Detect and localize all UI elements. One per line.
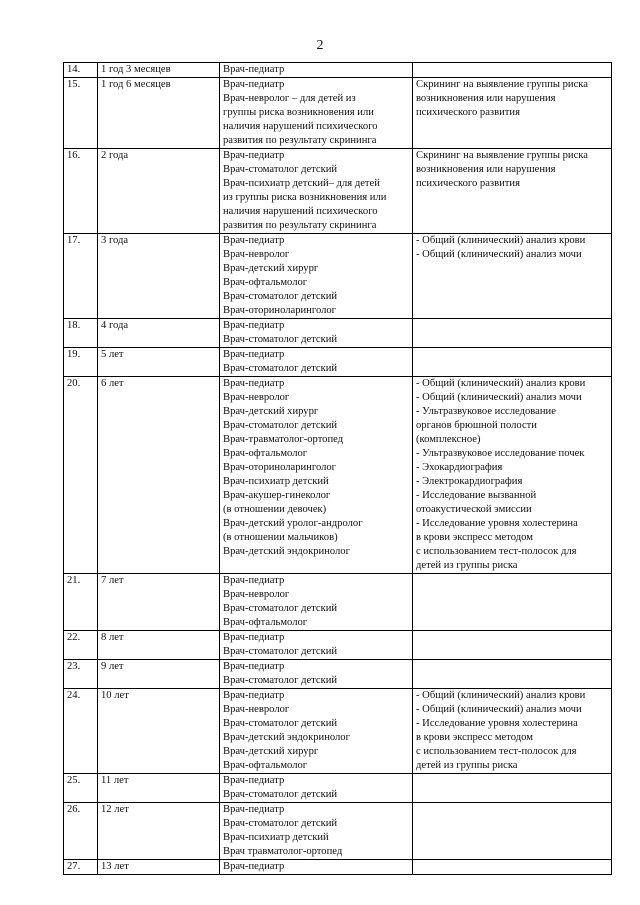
doctors-cell-line: Врач-оториноларинголог <box>223 305 337 316</box>
doctors-cell-line: Врач-педиатр <box>223 378 285 389</box>
doctors-cell <box>220 689 413 774</box>
age-cell: 3 года <box>98 234 220 319</box>
examinations-cell-line: отоакустической эмиссии <box>416 504 532 515</box>
table-row <box>64 319 612 348</box>
examinations-cell-line: - Общий (клинический) анализ мочи <box>416 704 582 715</box>
doctors-cell-line: (в отношении девочек) <box>223 504 327 515</box>
doctors-cell-line: Врач-стоматолог детский <box>223 363 338 374</box>
age-cell: 6 лет <box>98 377 220 574</box>
doctors-cell-line: Врач-невролог <box>223 249 290 260</box>
examinations-cell-line: - Ультразвуковое исследование почек <box>416 448 585 459</box>
examinations-cell <box>413 234 612 319</box>
doctors-cell-line: Врач-детский эндокринолог <box>223 732 350 743</box>
doctors-cell-line: Врач-психиатр детский <box>223 476 329 487</box>
examinations-cell-line: - Эхокардиография <box>416 462 503 473</box>
doctors-cell-line: (в отношении мальчиков) <box>223 532 338 543</box>
doctors-cell-line: Врач-педиатр <box>223 349 285 360</box>
table-row <box>64 803 612 860</box>
doctors-cell <box>220 319 413 348</box>
doctors-cell-line: Врач-невролог <box>223 589 290 600</box>
examinations-cell-line: в крови экспресс методом <box>416 732 533 743</box>
examinations-cell <box>413 149 612 234</box>
row-number: 22. <box>64 631 98 660</box>
examinations-cell-line: - Электрокардиография <box>416 476 523 487</box>
examinations-cell-line: детей из группы риска <box>416 560 518 571</box>
doctors-cell-line: Врач-педиатр <box>223 690 285 701</box>
examinations-cell <box>413 660 612 689</box>
doctors-cell-line: Врач-стоматолог детский <box>223 334 338 345</box>
age-cell: 13 лет <box>98 860 220 875</box>
table-row <box>64 234 612 319</box>
doctors-cell <box>220 78 413 149</box>
doctors-cell-line: Врач-стоматолог детский <box>223 789 338 800</box>
doctors-cell-line: развития по результату скрининга <box>223 220 377 231</box>
table-row <box>64 689 612 774</box>
examinations-cell-line: в крови экспресс методом <box>416 532 533 543</box>
doctors-cell-line: Врач-невролог <box>223 392 290 403</box>
examinations-cell <box>413 63 612 78</box>
examinations-cell-line: - Общий (клинический) анализ мочи <box>416 392 582 403</box>
age-cell: 11 лет <box>98 774 220 803</box>
age-cell: 2 года <box>98 149 220 234</box>
examinations-cell <box>413 348 612 377</box>
doctors-cell-line: Врач-педиатр <box>223 804 285 815</box>
doctors-cell-line: Врач-офтальмолог <box>223 277 308 288</box>
examinations-cell <box>413 803 612 860</box>
doctors-cell-line: Врач-педиатр <box>223 79 285 90</box>
doctors-cell <box>220 574 413 631</box>
row-number: 18. <box>64 319 98 348</box>
doctors-cell <box>220 631 413 660</box>
doctors-cell-line: Врач-психиатр детский <box>223 832 329 843</box>
doctors-cell-line: Врач-офтальмолог <box>223 448 308 459</box>
examinations-cell-line: психического развития <box>416 107 520 118</box>
examinations-cell-line: - Общий (клинический) анализ крови <box>416 690 586 701</box>
doctors-cell-line: Врач-педиатр <box>223 575 285 586</box>
examinations-cell-line: - Ультразвуковое исследование <box>416 406 556 417</box>
doctors-cell-line: Врач-педиатр <box>223 235 285 246</box>
examinations-cell-line: - Исследование уровня холестерина <box>416 718 578 729</box>
examinations-cell-line: Скрининг на выявление группы риска <box>416 79 588 90</box>
row-number: 21. <box>64 574 98 631</box>
doctors-cell <box>220 660 413 689</box>
doctors-cell-line: Врач-стоматолог детский <box>223 675 338 686</box>
doctors-cell <box>220 774 413 803</box>
doctors-cell-line: Врач-детский хирург <box>223 263 319 274</box>
age-cell: 4 года <box>98 319 220 348</box>
table-row <box>64 63 612 78</box>
table-row <box>64 78 612 149</box>
table-row <box>64 860 612 875</box>
doctors-cell-line: Врач-педиатр <box>223 861 285 872</box>
age-cell: 7 лет <box>98 574 220 631</box>
age-cell: 8 лет <box>98 631 220 660</box>
doctors-cell <box>220 149 413 234</box>
age-cell: 9 лет <box>98 660 220 689</box>
doctors-cell-line: Врач-психиатр детский– для детей <box>223 178 380 189</box>
age-cell: 5 лет <box>98 348 220 377</box>
doctors-cell-line: Врач-педиатр <box>223 150 285 161</box>
doctors-cell-line: Врач травматолог-ортопед <box>223 846 343 857</box>
doctors-cell-line: Врач-детский хирург <box>223 746 319 757</box>
doctors-cell-line: из группы риска возникновения или <box>223 192 387 203</box>
doctors-cell <box>220 803 413 860</box>
doctors-cell-line: Врач-детский уролог-андролог <box>223 518 363 529</box>
row-number: 25. <box>64 774 98 803</box>
doctors-cell-line: Врач-детский эндокринолог <box>223 546 350 557</box>
examinations-cell-line: возникновения или нарушения <box>416 93 556 104</box>
examinations-cell-line: с использованием тест-полосок для <box>416 746 577 757</box>
table-row <box>64 774 612 803</box>
examinations-cell <box>413 774 612 803</box>
doctors-cell-line: Врач-стоматолог детский <box>223 420 338 431</box>
row-number: 15. <box>64 78 98 149</box>
doctors-cell-line: Врач-офтальмолог <box>223 617 308 628</box>
doctors-cell-line: Врач-оториноларинголог <box>223 462 337 473</box>
doctors-cell-line: Врач-стоматолог детский <box>223 646 338 657</box>
examinations-cell <box>413 689 612 774</box>
table-row <box>64 377 612 574</box>
examinations-cell-line: возникновения или нарушения <box>416 164 556 175</box>
page-number: 2 <box>316 38 324 53</box>
row-number: 20. <box>64 377 98 574</box>
doctors-cell-line: Врач-педиатр <box>223 661 285 672</box>
doctors-cell-line: Врач-стоматолог детский <box>223 718 338 729</box>
doctors-cell-line: Врач-невролог – для детей из <box>223 93 356 104</box>
table-row <box>64 574 612 631</box>
examinations-cell-line: - Общий (клинический) анализ крови <box>416 235 586 246</box>
doctors-cell-line: Врач-педиатр <box>223 64 285 75</box>
doctors-cell-line: Врач-стоматолог детский <box>223 603 338 614</box>
row-number: 14. <box>64 63 98 78</box>
examinations-cell-line: (комплексное) <box>416 434 481 445</box>
examinations-cell <box>413 377 612 574</box>
doctors-cell-line: наличия нарушений психического <box>223 206 378 217</box>
table-row <box>64 149 612 234</box>
age-cell: 1 год 3 месяцев <box>98 63 220 78</box>
examinations-cell-line: - Исследование уровня холестерина <box>416 518 578 529</box>
row-number: 24. <box>64 689 98 774</box>
doctors-cell <box>220 348 413 377</box>
doctors-cell-line: Врач-стоматолог детский <box>223 291 338 302</box>
examinations-cell-line: - Исследование вызванной <box>416 490 537 501</box>
examinations-cell <box>413 631 612 660</box>
examination-schedule-table <box>63 62 612 875</box>
age-cell: 10 лет <box>98 689 220 774</box>
doctors-cell-line: Врач-стоматолог детский <box>223 164 338 175</box>
examinations-cell-line: - Общий (клинический) анализ крови <box>416 378 586 389</box>
age-cell: 12 лет <box>98 803 220 860</box>
table-row <box>64 631 612 660</box>
row-number: 16. <box>64 149 98 234</box>
doctors-cell-line: Врач-педиатр <box>223 632 285 643</box>
doctors-cell-line: группы риска возникновения или <box>223 107 374 118</box>
doctors-cell-line: Врач-невролог <box>223 704 290 715</box>
doctors-cell <box>220 860 413 875</box>
examinations-cell-line: с использованием тест-полосок для <box>416 546 577 557</box>
row-number: 17. <box>64 234 98 319</box>
doctors-cell-line: развития по результату скрининга <box>223 135 377 146</box>
doctors-cell-line: Врач-педиатр <box>223 320 285 331</box>
doctors-cell <box>220 234 413 319</box>
doctors-cell <box>220 63 413 78</box>
doctors-cell-line: Врач-стоматолог детский <box>223 818 338 829</box>
examinations-cell-line: психического развития <box>416 178 520 189</box>
doctors-cell <box>220 377 413 574</box>
examinations-cell-line: - Общий (клинический) анализ мочи <box>416 249 582 260</box>
row-number: 27. <box>64 860 98 875</box>
age-cell: 1 год 6 месяцев <box>98 78 220 149</box>
doctors-cell-line: Врач-детский хирург <box>223 406 319 417</box>
row-number: 26. <box>64 803 98 860</box>
doctors-cell-line: наличия нарушений психического <box>223 121 378 132</box>
table-row <box>64 348 612 377</box>
row-number: 23. <box>64 660 98 689</box>
row-number: 19. <box>64 348 98 377</box>
examinations-cell <box>413 78 612 149</box>
doctors-cell-line: Врач-травматолог-ортопед <box>223 434 344 445</box>
examinations-cell <box>413 574 612 631</box>
examinations-cell <box>413 319 612 348</box>
examinations-cell <box>413 860 612 875</box>
examinations-cell-line: органов брюшной полости <box>416 420 537 431</box>
doctors-cell-line: Врач-педиатр <box>223 775 285 786</box>
doctors-cell-line: Врач-офтальмолог <box>223 760 308 771</box>
examinations-cell-line: детей из группы риска <box>416 760 518 771</box>
doctors-cell-line: Врач-акушер-гинеколог <box>223 490 331 501</box>
examinations-cell-line: Скрининг на выявление группы риска <box>416 150 588 161</box>
table-row <box>64 660 612 689</box>
